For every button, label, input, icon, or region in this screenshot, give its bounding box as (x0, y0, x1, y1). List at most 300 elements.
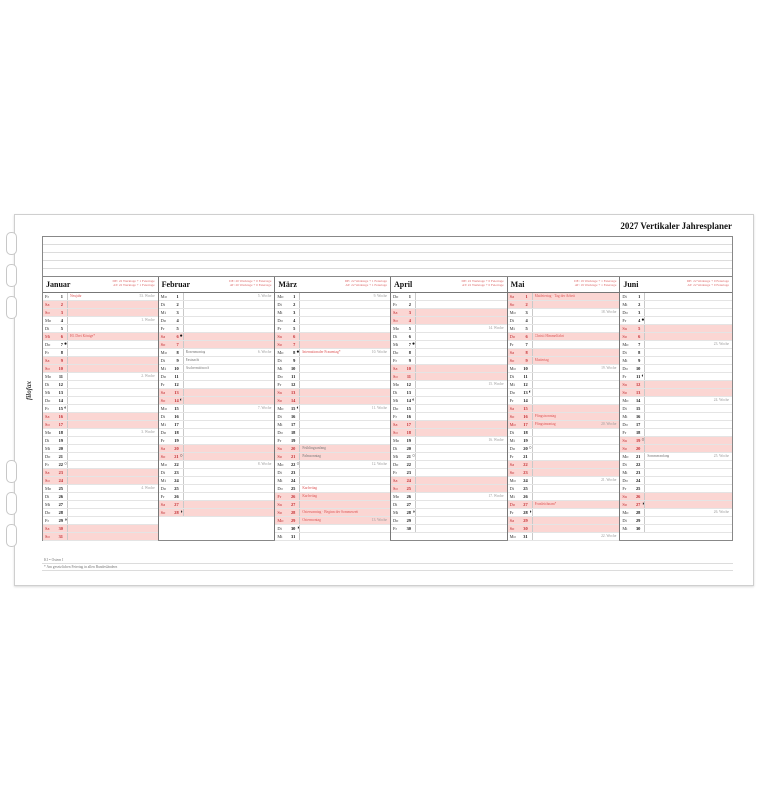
day-row[interactable] (159, 485, 275, 493)
day-name: Do (160, 430, 167, 435)
day-row[interactable] (43, 325, 158, 333)
day-row[interactable] (43, 437, 158, 445)
day-row[interactable] (43, 429, 158, 437)
day-name: Fr (277, 494, 282, 499)
day-row[interactable] (391, 333, 507, 341)
day-number: 12 (58, 382, 63, 387)
row-divider (299, 429, 300, 436)
day-number: 22 (635, 462, 641, 467)
moon-phase-icon: ○ (641, 438, 645, 443)
day-row[interactable] (620, 501, 732, 509)
day-row[interactable] (159, 437, 275, 445)
day-row[interactable] (275, 365, 390, 373)
row-divider (532, 325, 533, 332)
day-name: Di (160, 302, 166, 307)
day-row[interactable] (391, 317, 507, 325)
day-row[interactable] (391, 397, 507, 405)
day-row[interactable] (43, 501, 158, 509)
day-number: 12 (290, 382, 296, 387)
day-number: 3 (638, 310, 641, 315)
day-row[interactable] (508, 517, 620, 525)
day-row[interactable] (508, 373, 620, 381)
day-row[interactable] (275, 517, 390, 525)
day-row[interactable] (43, 517, 158, 525)
day-row[interactable] (508, 437, 620, 445)
day-row[interactable] (159, 301, 275, 309)
day-row[interactable] (508, 453, 620, 461)
day-row[interactable] (508, 293, 620, 301)
day-row[interactable] (391, 381, 507, 389)
row-divider (183, 301, 184, 308)
day-row[interactable] (391, 341, 507, 349)
day-row[interactable] (620, 477, 732, 485)
day-row[interactable] (508, 365, 620, 373)
day-row[interactable] (620, 461, 732, 469)
day-row[interactable] (391, 293, 507, 301)
row-divider (415, 365, 416, 372)
day-row[interactable] (275, 341, 390, 349)
event-label: Maifeiertag · Tag der Arbeit (534, 294, 576, 298)
day-row[interactable] (159, 293, 275, 301)
day-row[interactable] (620, 333, 732, 341)
day-number: 26 (406, 494, 411, 499)
day-row[interactable] (159, 341, 275, 349)
day-name: Fr (160, 494, 165, 499)
day-row[interactable] (275, 349, 390, 357)
week-number: 11. Woche (371, 406, 387, 410)
day-row[interactable] (620, 357, 732, 365)
row-divider (644, 469, 645, 476)
day-number: 3 (60, 310, 63, 315)
day-number: 8 (176, 350, 179, 355)
day-row[interactable] (508, 389, 620, 397)
day-name: So (45, 478, 50, 483)
day-name: Sa (509, 462, 515, 467)
day-number: 26 (290, 494, 296, 499)
day-name: Di (622, 518, 627, 523)
day-row[interactable] (620, 293, 732, 301)
day-number: 14 (174, 398, 179, 403)
day-row[interactable] (508, 341, 620, 349)
day-row[interactable] (275, 397, 390, 405)
day-number: 10 (290, 366, 296, 371)
day-row[interactable] (43, 293, 158, 301)
day-row[interactable] (391, 365, 507, 373)
day-name: Mi (509, 382, 515, 387)
day-row[interactable] (391, 501, 507, 509)
day-row[interactable] (159, 477, 275, 485)
day-row[interactable] (620, 373, 732, 381)
row-divider (415, 373, 416, 380)
day-row[interactable] (275, 373, 390, 381)
day-row[interactable] (391, 469, 507, 477)
day-row[interactable] (159, 317, 275, 325)
day-number: 9 (408, 358, 411, 363)
day-name: Mi (622, 302, 628, 307)
day-row[interactable] (43, 373, 158, 381)
row-divider (299, 485, 300, 492)
day-row[interactable] (508, 301, 620, 309)
day-row[interactable] (43, 445, 158, 453)
day-row[interactable] (275, 485, 390, 493)
day-row[interactable] (508, 309, 620, 317)
day-row[interactable] (159, 365, 275, 373)
event-label: Hl. Drei Könige* (70, 334, 96, 338)
day-row[interactable] (391, 429, 507, 437)
day-name: Sa (622, 494, 627, 499)
day-row[interactable] (43, 477, 158, 485)
event-label: Fronleichnam* (534, 502, 557, 506)
day-row[interactable] (508, 333, 620, 341)
day-number: 6 (525, 334, 528, 339)
row-divider (299, 373, 300, 380)
day-name: Sa (622, 438, 627, 443)
day-row[interactable] (620, 493, 732, 501)
day-row[interactable] (43, 405, 158, 413)
day-row[interactable] (275, 453, 390, 461)
day-row[interactable] (391, 453, 507, 461)
day-row[interactable] (620, 397, 732, 405)
day-number: 23 (635, 470, 641, 475)
day-name: Di (509, 486, 515, 491)
day-row[interactable] (508, 381, 620, 389)
day-name: Di (277, 414, 282, 419)
day-name: Fr (45, 294, 49, 299)
row-divider (644, 293, 645, 300)
day-row[interactable] (275, 413, 390, 421)
row-divider (183, 429, 184, 436)
day-row[interactable] (159, 469, 275, 477)
row-divider (532, 301, 533, 308)
day-row[interactable] (508, 413, 620, 421)
day-row[interactable] (508, 501, 620, 509)
day-name: So (622, 390, 627, 395)
day-row[interactable] (275, 421, 390, 429)
day-number: 15 (58, 406, 63, 411)
day-row[interactable] (620, 517, 732, 525)
day-row[interactable] (43, 533, 158, 541)
binder-hole (6, 264, 17, 287)
row-divider (183, 357, 184, 364)
day-row[interactable] (391, 493, 507, 501)
day-number: 28 (635, 510, 641, 515)
day-row[interactable] (159, 509, 275, 517)
day-number: 30 (406, 526, 411, 531)
day-name: Sa (45, 470, 50, 475)
day-row[interactable] (159, 429, 275, 437)
row-divider (415, 389, 416, 396)
day-row[interactable] (620, 485, 732, 493)
row-divider (67, 485, 68, 492)
row-divider (299, 333, 300, 340)
day-row[interactable] (275, 405, 390, 413)
month-column (620, 277, 732, 540)
day-row[interactable] (275, 317, 390, 325)
day-row[interactable] (620, 389, 732, 397)
day-number: 20 (58, 446, 63, 451)
row-divider (183, 365, 184, 372)
day-row[interactable] (620, 445, 732, 453)
day-row[interactable] (159, 453, 275, 461)
event-label: Neujahr (70, 294, 82, 298)
day-row[interactable] (508, 445, 620, 453)
day-row[interactable] (275, 525, 390, 533)
day-number: 30 (635, 526, 641, 531)
day-row[interactable] (620, 525, 732, 533)
day-row[interactable] (159, 381, 275, 389)
day-row[interactable] (43, 469, 158, 477)
day-row[interactable] (275, 389, 390, 397)
day-number: 19 (523, 438, 528, 443)
day-row[interactable] (620, 469, 732, 477)
row-divider (183, 293, 184, 300)
day-row[interactable] (508, 485, 620, 493)
notes-area[interactable] (42, 236, 733, 276)
day-row[interactable] (275, 437, 390, 445)
day-row[interactable] (508, 429, 620, 437)
day-row[interactable] (43, 357, 158, 365)
day-row[interactable] (391, 357, 507, 365)
day-number: 14 (58, 398, 63, 403)
day-row[interactable] (620, 341, 732, 349)
day-row[interactable] (43, 317, 158, 325)
day-row[interactable] (391, 445, 507, 453)
month-name: April (394, 280, 413, 289)
day-row[interactable] (43, 413, 158, 421)
day-row[interactable] (275, 357, 390, 365)
day-row[interactable] (508, 525, 620, 533)
day-row[interactable] (620, 325, 732, 333)
day-row[interactable] (275, 533, 390, 541)
day-row[interactable] (159, 461, 275, 469)
day-row[interactable] (43, 493, 158, 501)
row-divider (183, 421, 184, 428)
row-divider (415, 301, 416, 308)
day-row[interactable] (620, 429, 732, 437)
day-row[interactable] (508, 357, 620, 365)
day-number: 23 (290, 470, 296, 475)
day-row[interactable] (391, 525, 507, 533)
day-row[interactable] (620, 349, 732, 357)
day-row[interactable] (391, 477, 507, 485)
day-row[interactable] (508, 421, 620, 429)
day-row[interactable] (275, 381, 390, 389)
day-row[interactable] (391, 485, 507, 493)
day-row[interactable] (159, 357, 275, 365)
day-row[interactable] (391, 389, 507, 397)
row-divider (644, 445, 645, 452)
day-row[interactable] (391, 413, 507, 421)
day-row[interactable] (159, 349, 275, 357)
day-row[interactable] (43, 333, 158, 341)
day-row[interactable] (620, 405, 732, 413)
day-number: 27 (290, 502, 296, 507)
day-row[interactable] (43, 301, 158, 309)
day-number: 21 (290, 454, 296, 459)
day-name: Mi (45, 446, 51, 451)
day-row[interactable] (391, 349, 507, 357)
day-row[interactable] (275, 429, 390, 437)
day-row[interactable] (159, 333, 275, 341)
day-row[interactable] (391, 437, 507, 445)
day-row[interactable] (391, 509, 507, 517)
day-row[interactable] (508, 325, 620, 333)
day-name: Mi (277, 478, 283, 483)
day-row[interactable] (43, 525, 158, 533)
day-name: Mo (45, 430, 52, 435)
day-row[interactable] (159, 493, 275, 501)
day-number: 12 (174, 382, 179, 387)
day-row[interactable] (620, 381, 732, 389)
day-row[interactable] (391, 405, 507, 413)
day-row[interactable] (159, 445, 275, 453)
row-divider (299, 309, 300, 316)
day-row[interactable] (275, 333, 390, 341)
day-row[interactable] (159, 421, 275, 429)
day-row[interactable] (391, 421, 507, 429)
day-row[interactable] (391, 301, 507, 309)
day-row[interactable] (508, 493, 620, 501)
event-label: Internationaler Frauentag* (302, 350, 341, 354)
day-row[interactable] (620, 413, 732, 421)
row-divider (415, 525, 416, 532)
day-number: 13 (523, 390, 528, 395)
day-number: 11 (174, 374, 179, 379)
day-row[interactable] (159, 501, 275, 509)
day-name: Do (622, 366, 628, 371)
day-row[interactable] (391, 309, 507, 317)
day-row[interactable] (275, 477, 390, 485)
day-row[interactable] (508, 349, 620, 357)
row-divider (415, 445, 416, 452)
row-divider (532, 461, 533, 468)
day-row[interactable] (275, 493, 390, 501)
day-number: 14 (406, 398, 411, 403)
day-row[interactable] (43, 485, 158, 493)
day-number: 12 (406, 382, 411, 387)
day-number: 24 (635, 478, 641, 483)
day-number: 31 (523, 534, 528, 539)
day-name: Sa (160, 502, 166, 507)
day-row[interactable] (43, 453, 158, 461)
day-row[interactable] (620, 365, 732, 373)
day-name: Di (160, 358, 166, 363)
day-name: Fr (622, 486, 627, 491)
day-row[interactable] (159, 373, 275, 381)
row-divider (299, 453, 300, 460)
moon-phase-icon: ● (64, 342, 68, 347)
row-divider (644, 429, 645, 436)
day-number: 15 (406, 406, 411, 411)
day-row[interactable] (159, 413, 275, 421)
day-row[interactable] (275, 293, 390, 301)
day-number: 28 (523, 510, 528, 515)
day-name: Do (622, 422, 628, 427)
day-row[interactable] (620, 301, 732, 309)
day-name: Mo (160, 294, 167, 299)
day-row[interactable] (43, 381, 158, 389)
day-row[interactable] (43, 309, 158, 317)
row-divider (299, 493, 300, 500)
day-row[interactable] (391, 461, 507, 469)
row-divider (67, 333, 68, 340)
day-row[interactable] (620, 421, 732, 429)
day-row[interactable] (508, 533, 620, 541)
day-name: Sa (277, 334, 282, 339)
row-divider (299, 525, 300, 532)
day-number: 16 (406, 414, 411, 419)
day-number: 3 (176, 310, 179, 315)
day-row[interactable] (391, 373, 507, 381)
day-row[interactable] (159, 309, 275, 317)
day-row[interactable] (508, 405, 620, 413)
day-row[interactable] (43, 365, 158, 373)
day-row[interactable] (620, 453, 732, 461)
day-name: Di (277, 470, 282, 475)
day-name: Mi (393, 454, 399, 459)
day-name: So (45, 366, 50, 371)
day-row[interactable] (43, 397, 158, 405)
day-row[interactable] (159, 405, 275, 413)
day-row[interactable] (159, 325, 275, 333)
day-row[interactable] (159, 389, 275, 397)
day-name: Do (277, 430, 283, 435)
day-row[interactable] (508, 317, 620, 325)
day-row[interactable] (43, 421, 158, 429)
day-row[interactable] (508, 461, 620, 469)
day-name: Mi (393, 342, 399, 347)
day-number: 13 (174, 390, 179, 395)
day-row[interactable] (43, 349, 158, 357)
day-number: 17 (174, 422, 179, 427)
day-name: Sa (393, 366, 398, 371)
day-name: Mo (45, 374, 52, 379)
day-row[interactable] (275, 469, 390, 477)
day-row[interactable] (508, 477, 620, 485)
day-row[interactable] (43, 461, 158, 469)
day-name: Mi (277, 422, 283, 427)
day-row[interactable] (508, 397, 620, 405)
day-row[interactable] (275, 309, 390, 317)
day-name: Di (622, 294, 627, 299)
row-divider (532, 485, 533, 492)
day-row[interactable] (620, 509, 732, 517)
month-name: Februar (161, 280, 191, 289)
day-row[interactable] (391, 325, 507, 333)
day-row[interactable] (275, 501, 390, 509)
day-number: 2 (638, 302, 641, 307)
day-name: So (393, 486, 398, 491)
day-number: 8 (525, 350, 528, 355)
day-row[interactable] (275, 461, 390, 469)
day-row[interactable] (43, 341, 158, 349)
day-row[interactable] (275, 445, 390, 453)
day-row[interactable] (275, 301, 390, 309)
day-row[interactable] (620, 437, 732, 445)
day-row[interactable] (275, 325, 390, 333)
day-row[interactable] (508, 509, 620, 517)
day-row[interactable] (508, 469, 620, 477)
day-row[interactable] (43, 509, 158, 517)
day-row[interactable] (159, 397, 275, 405)
day-row[interactable] (275, 509, 390, 517)
day-number: 10 (58, 366, 63, 371)
day-number: 18 (523, 430, 528, 435)
day-row[interactable] (620, 309, 732, 317)
day-row[interactable] (620, 317, 732, 325)
day-row[interactable] (391, 517, 507, 525)
day-row[interactable] (43, 389, 158, 397)
